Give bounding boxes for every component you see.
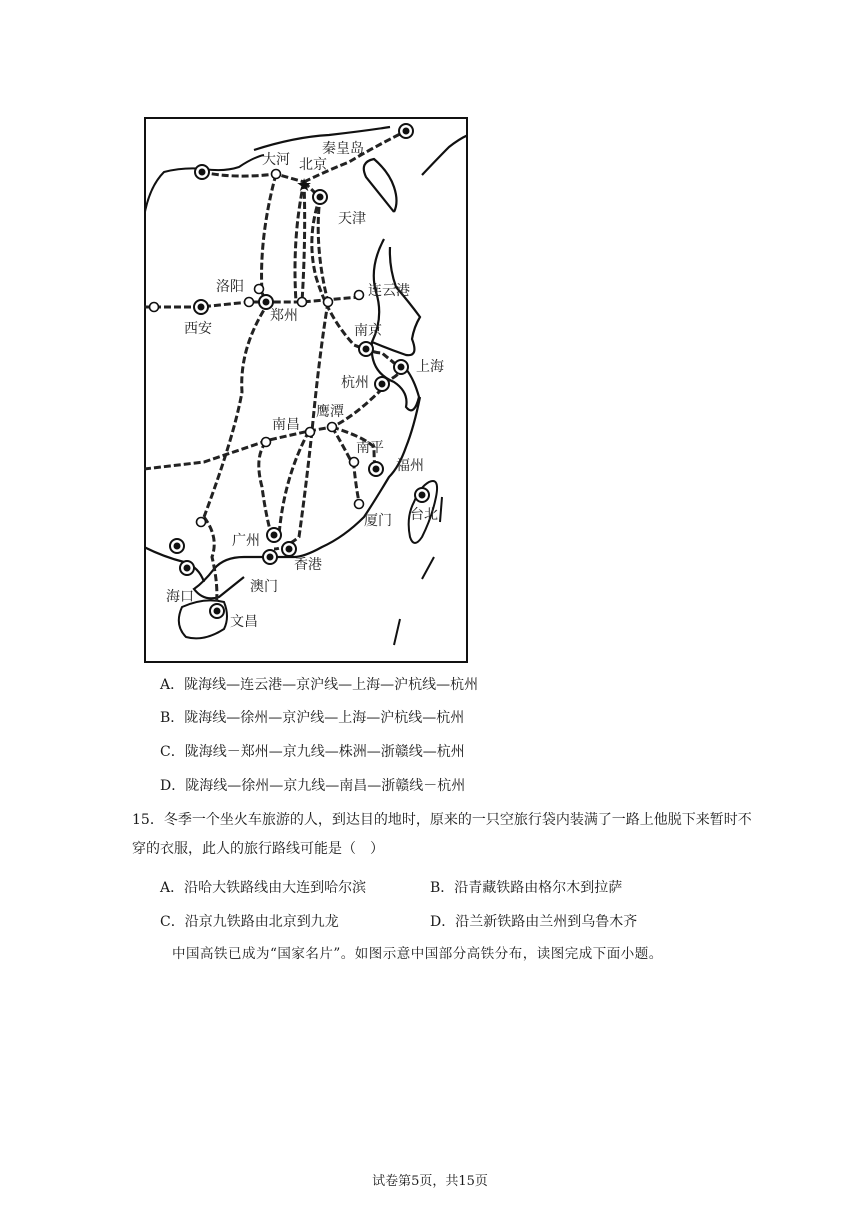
- city-hangzhou: 杭州: [341, 375, 369, 391]
- city-xian: 西安: [184, 321, 212, 337]
- city-fuzhou: 福州: [396, 458, 424, 474]
- q14-option-c: C．陇海线－郑州—京九线—株洲—浙赣线—杭州: [160, 744, 465, 760]
- city-dahe: 大河: [262, 152, 290, 168]
- city-haikou: 海口: [166, 589, 194, 605]
- city-hongkong: 香港: [294, 557, 322, 573]
- city-taipei: 台北: [410, 507, 438, 523]
- q15-stem: 15．冬季一个坐火车旅游的人，到达目的地时，原来的一只空旅行袋内装满了一路上他脱下来暂时不穿的衣服，此人的旅行路线可能是（ ）: [132, 812, 752, 857]
- city-tianjin: 天津: [338, 211, 366, 227]
- q15-option-d: D．沿兰新铁路由兰州到乌鲁木齐: [430, 914, 638, 930]
- city-xiamen: 厦门: [364, 513, 392, 529]
- q15-option-a: A．沿哈大铁路线由大连到哈尔滨: [160, 880, 367, 896]
- city-macau: 澳门: [250, 579, 278, 595]
- q14-option-a: A．陇海线—连云港—京沪线—上海—沪杭线—杭州: [160, 677, 479, 693]
- q14-option-d: D．陇海线—徐州—京九线—南昌—浙赣线－杭州: [160, 778, 466, 794]
- city-wenchang: 文昌: [230, 614, 258, 630]
- city-guangzhou: 广州: [232, 533, 260, 549]
- map-frame: [145, 118, 467, 662]
- city-nanjing: 南京: [354, 323, 382, 339]
- q15-option-c: C．沿京九铁路由北京到九龙: [160, 914, 339, 930]
- city-beijing: 北京: [299, 157, 327, 173]
- city-qinhuangdao: 秦皇岛: [322, 141, 364, 157]
- city-nanchang: 南昌: [272, 417, 300, 433]
- city-zhengzhou: 郑州: [270, 308, 298, 324]
- city-nanping: 南平: [356, 440, 384, 456]
- section-intro: 中国高铁已成为“国家名片”。如图示意中国部分高铁分布，读图完成下面小题。: [172, 946, 663, 962]
- svg-text:★: ★: [296, 175, 313, 196]
- railway-map: [144, 117, 468, 663]
- page-footer: 试卷第5页，共15页: [372, 1174, 488, 1189]
- city-yingtan: 鹰潭: [316, 404, 344, 420]
- q15-option-b: B．沿青藏铁路由格尔木到拉萨: [430, 880, 623, 896]
- city-lianyungang: 连云港: [368, 283, 410, 299]
- city-luoyang: 洛阳: [216, 279, 244, 295]
- q14-option-b: B．陇海线—徐州—京沪线—上海—沪杭线—杭州: [160, 710, 465, 726]
- railway-map-svg: [144, 117, 468, 663]
- city-shanghai: 上海: [416, 359, 444, 375]
